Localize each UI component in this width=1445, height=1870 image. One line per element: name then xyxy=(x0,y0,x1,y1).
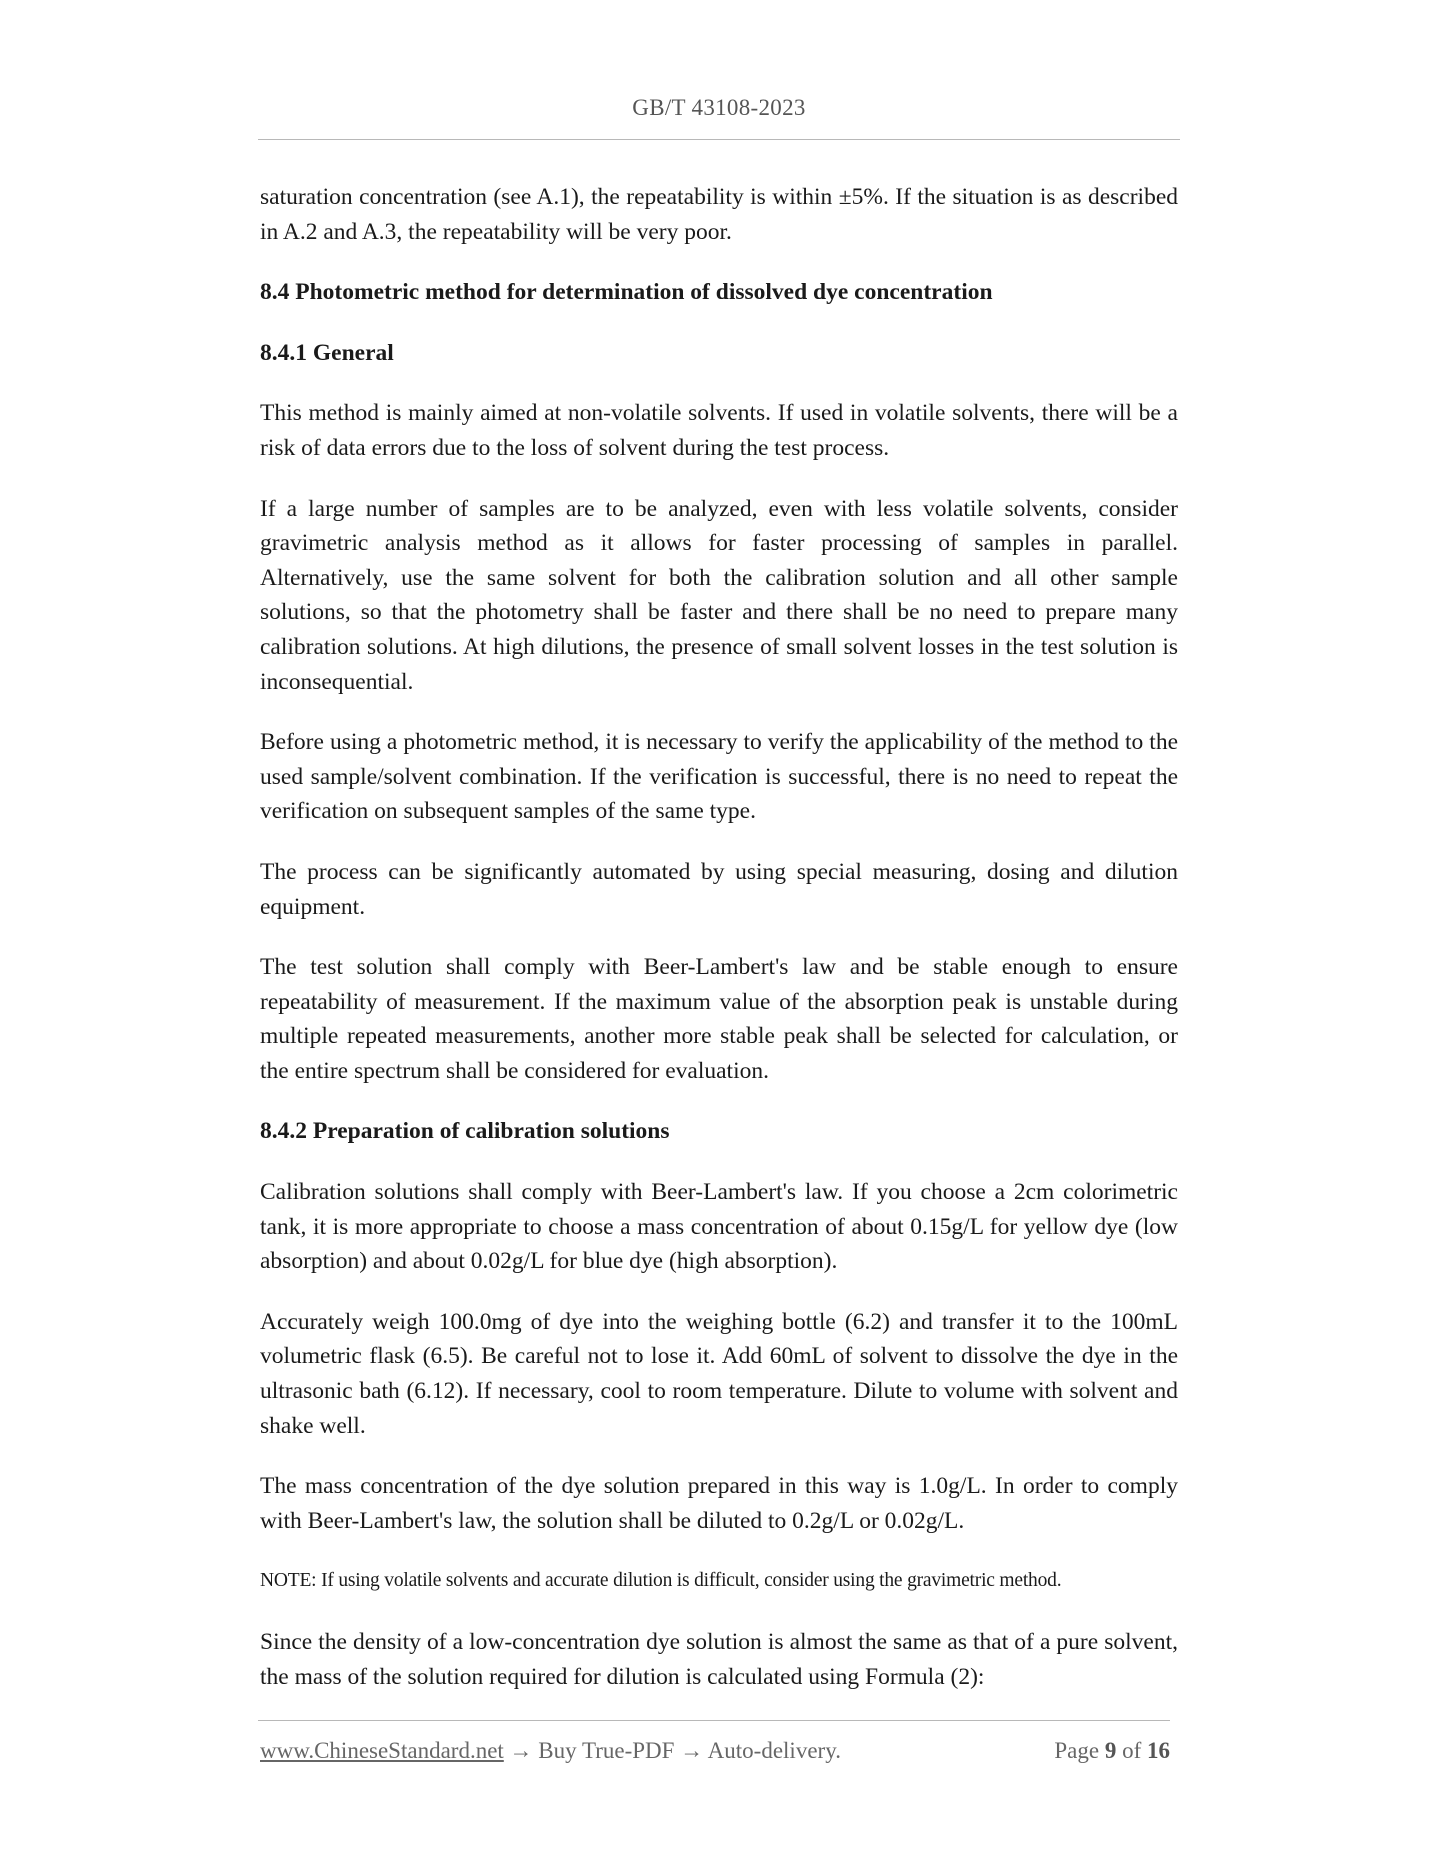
of-label: of xyxy=(1116,1738,1147,1763)
document-header-id: GB/T 43108-2023 xyxy=(632,95,806,120)
site-link[interactable]: www.ChineseStandard.net xyxy=(260,1738,504,1763)
arrow-right-icon: → xyxy=(503,1738,539,1763)
current-page: 9 xyxy=(1104,1738,1117,1763)
paragraph-mass-concentration: The mass concentration of the dye solution prepared in this way is 1.0g/L. In order to comply with Beer-Lambert's law, the solution shall be diluted to 0.2g/L or 0.02g/L. xyxy=(260,1473,1178,1534)
buy-pdf-link: Buy True-PDF xyxy=(538,1738,675,1763)
section-heading-8-4: 8.4 Photometric method for determination of dissolved dye concentration xyxy=(260,279,993,306)
paragraph-calibration: Calibration solutions shall comply with Beer-Lambert's law. If you choose a 2cm colorimetric tank, it is more appropriate to choose a mass concentration of about 0.15g/L for yellow dye (low absorption) and about 0.02g/L for blue dye (high absorption). xyxy=(260,1179,1178,1275)
auto-delivery-text: Auto-delivery. xyxy=(707,1738,841,1763)
paragraph-density-formula: Since the density of a low-concentration dye solution is almost the same as that of a pure solvent, the mass of the solution required for dilution is calculated using Formula (2): xyxy=(260,1629,1178,1690)
paragraph-verification: Before using a photometric method, it is necessary to verify the applicability of the method to the used sample/solvent combination. If the verification is successful, there is no need to repeat the verification on subsequent samples of the same type. xyxy=(260,729,1178,825)
paragraph-weighing: Accurately weigh 100.0mg of dye into the weighing bottle (6.2) and transfer it to the 100mL volumetric flask (6.5). Be careful not to lose it. Add 60mL of solvent to dissolve the dye in the ultrasonic bath (6.12). If necessary, cool to room temperature. Dilute to volume with solvent and shake well. xyxy=(260,1308,1178,1439)
paragraph-non-volatile: This method is mainly aimed at non-volatile solvents. If used in volatile solvents, there will be a risk of data errors due to the loss of solvent during the test process. xyxy=(260,400,1178,461)
document-body xyxy=(260,180,1178,1720)
paragraph-automation: The process can be significantly automated by using special measuring, dosing and dilution equipment. xyxy=(260,858,1178,920)
header-divider xyxy=(258,139,1180,140)
note-volatile-solvents: NOTE: If using volatile solvents and accurate dilution is difficult, consider using the gravimetric method. xyxy=(260,1570,1062,1592)
arrow-right-icon: → xyxy=(674,1738,708,1763)
section-heading-8-4-1: 8.4.1 General xyxy=(260,339,394,366)
page-number xyxy=(1054,1738,1170,1764)
section-heading-8-4-2: 8.4.2 Preparation of calibration solutions xyxy=(260,1118,670,1145)
paragraph-large-samples: If a large number of samples are to be analyzed, even with less volatile solvents, consider gravimetric analysis method as it allows for faster processing of samples in parallel. Alternatively, use the same solvent for both the calibration solution and all other sample solutions, so that the photometry shall be faster and there shall be no need to prepare many calibration solutions. At high dilutions, the presence of small solvent losses in the test solution is inconsequential. xyxy=(260,495,1178,695)
paragraph-beer-lambert: The test solution shall comply with Beer-Lambert's law and be stable enough to ensure repeatability of measurement. If the maximum value of the absorption peak is unstable during multiple repeated measurements, another more stable peak shall be selected for calculation, or the entire spectrum shall be considered for evaluation. xyxy=(260,954,1178,1084)
page-label: Page xyxy=(1054,1738,1105,1763)
footer-promo xyxy=(260,1738,841,1764)
footer-divider xyxy=(258,1720,1170,1721)
paragraph-repeatability: saturation concentration (see A.1), the repeatability is within ±5%. If the situation is as described in A.2 and A.3, the repeatability will be very poor. xyxy=(260,184,1178,245)
total-pages: 16 xyxy=(1147,1738,1170,1763)
